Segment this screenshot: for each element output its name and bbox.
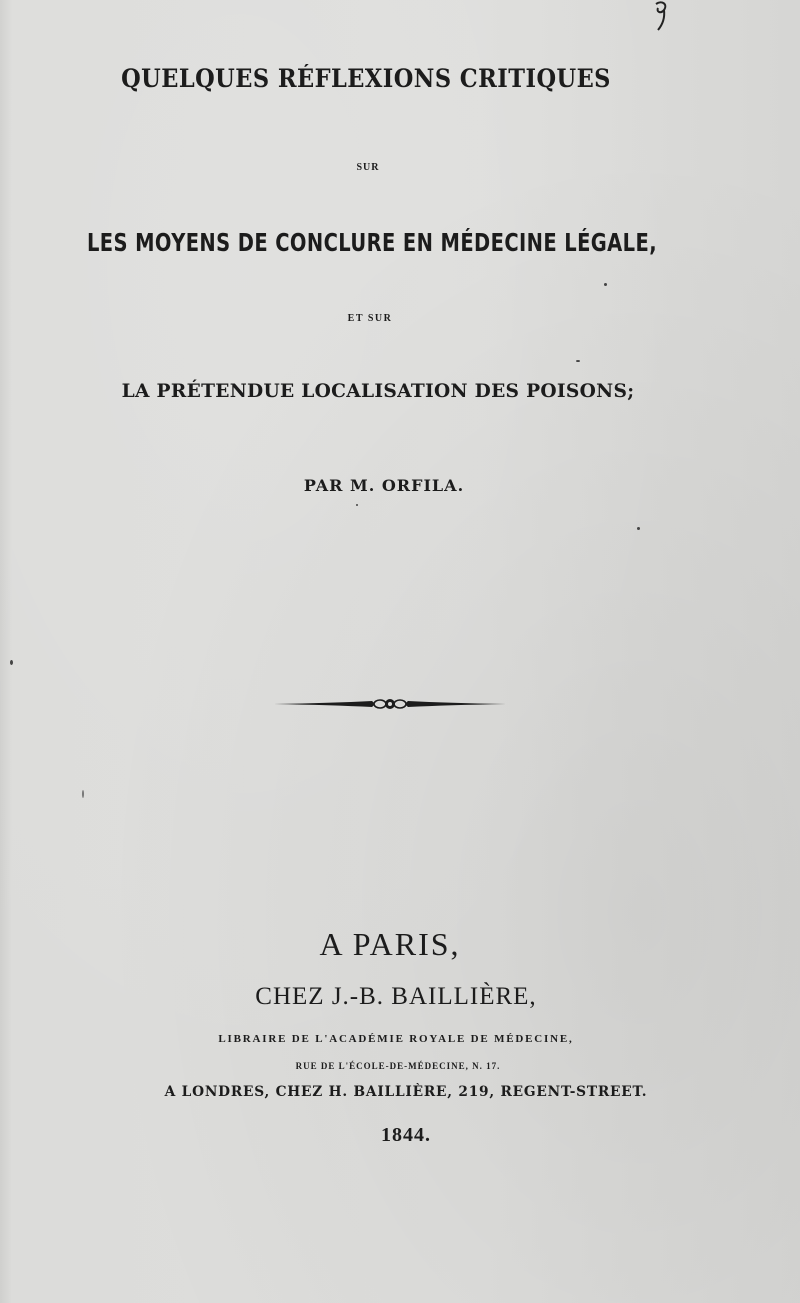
author-line: PAR M. ORFILA. bbox=[303, 476, 465, 495]
imprint-city: A PARIS, bbox=[319, 926, 461, 962]
title-line-1: QUELQUES RÉFLEXIONS CRITIQUES bbox=[121, 64, 611, 93]
imprint-year: 1844. bbox=[381, 1124, 431, 1146]
ink-speck bbox=[10, 660, 13, 665]
ink-speck bbox=[604, 283, 607, 286]
connector-sur: SUR bbox=[356, 162, 380, 173]
title-line-3: LA PRÉTENDUE LOCALISATION DES POISONS; bbox=[121, 380, 635, 402]
imprint-address: RUE DE L'ÉCOLE-DE-MÉDECINE, N. 17. bbox=[295, 1061, 501, 1071]
ink-speck bbox=[82, 790, 84, 798]
imprint-publisher: CHEZ J.-B. BAILLIÈRE, bbox=[255, 983, 537, 1010]
ornament-divider bbox=[272, 694, 508, 714]
ink-speck bbox=[356, 504, 358, 506]
handwritten-shelfmark bbox=[646, 0, 676, 34]
title-line-2: LES MOYENS DE CONCLURE EN MÉDECINE LÉGALE, bbox=[86, 228, 657, 257]
imprint-publisher-role: LIBRAIRE DE L'ACADÉMIE ROYALE DE MÉDECINE, bbox=[218, 1033, 574, 1045]
ink-speck bbox=[637, 527, 640, 530]
imprint-london: A LONDRES, CHEZ H. BAILLIÈRE, 219, REGENT-STREET. bbox=[164, 1084, 648, 1100]
connector-et-sur: ET SUR bbox=[347, 313, 393, 324]
ink-speck bbox=[576, 360, 580, 362]
